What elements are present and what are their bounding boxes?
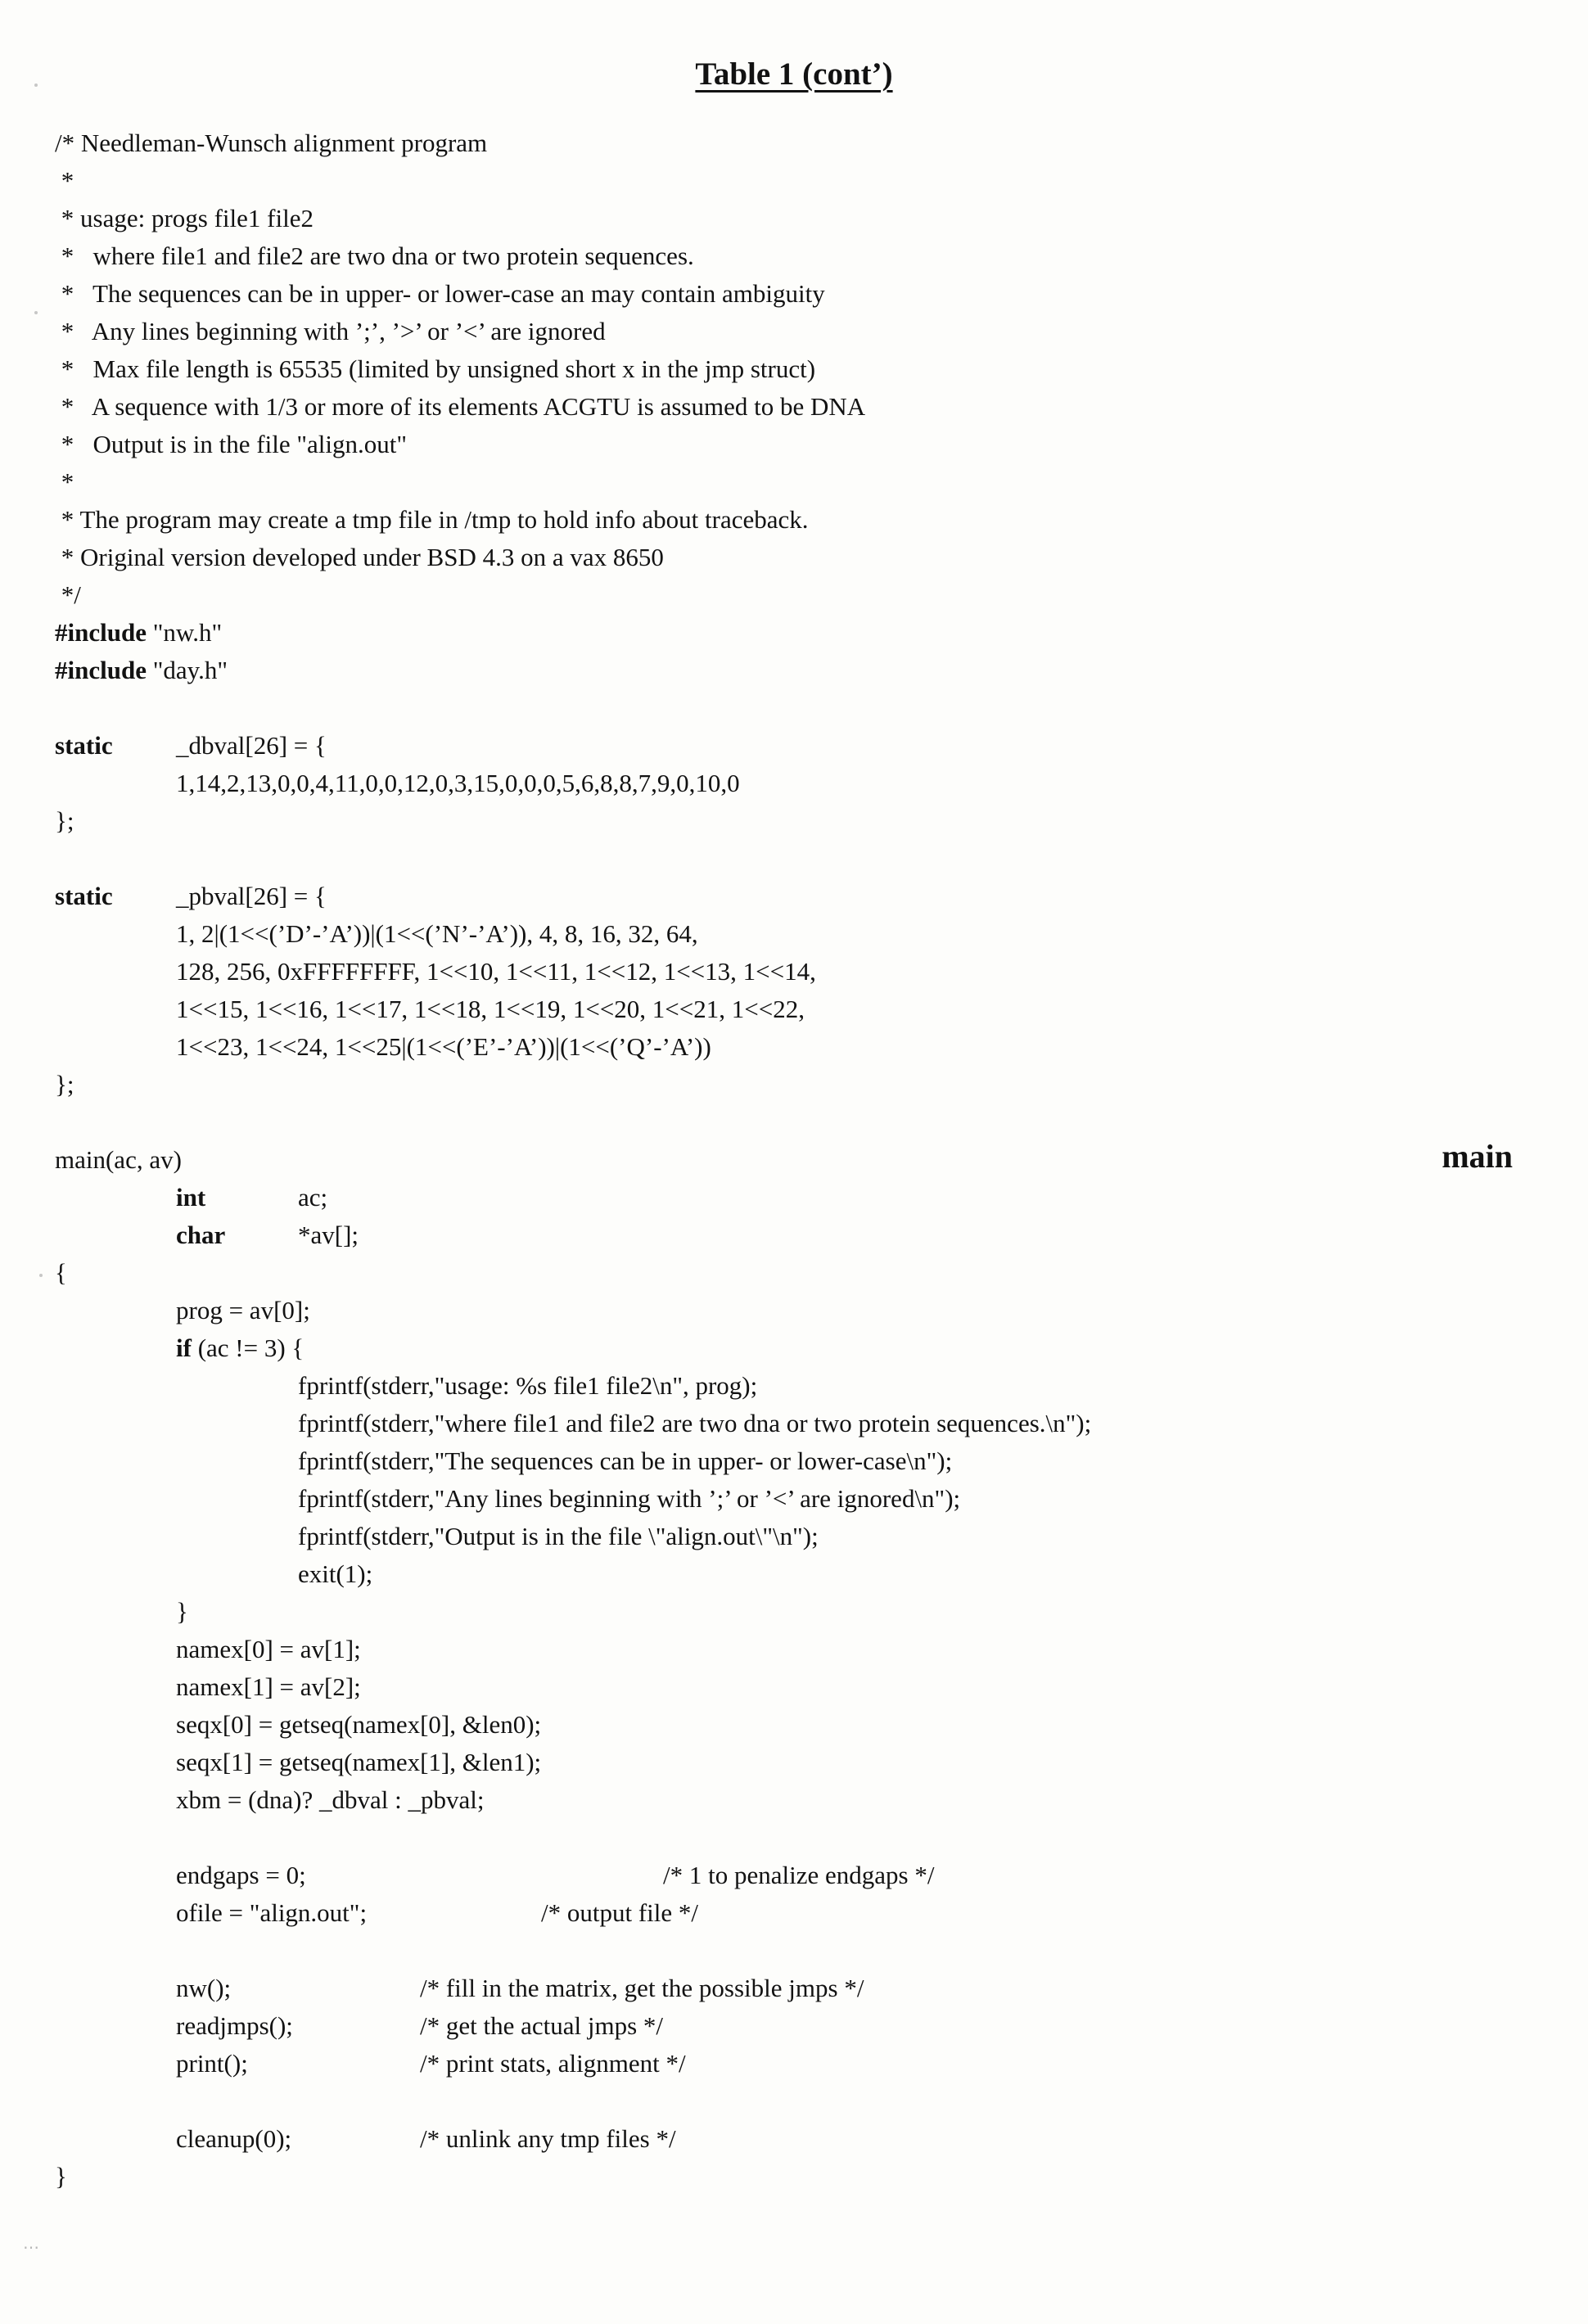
code-line bbox=[55, 878, 1529, 915]
code-text: * bbox=[55, 166, 74, 195]
code-text: * usage: progs file1 file2 bbox=[55, 204, 314, 232]
code-line bbox=[55, 1631, 1529, 1668]
code-line bbox=[55, 237, 1529, 275]
code-line bbox=[55, 915, 1529, 953]
blank-line bbox=[55, 1932, 1529, 1970]
code-line bbox=[55, 350, 1529, 388]
code-text: main(ac, av) bbox=[55, 1145, 182, 1174]
code-block bbox=[55, 124, 1529, 2195]
code-line bbox=[55, 1216, 1529, 1254]
code-line bbox=[55, 1138, 1529, 1179]
code-line bbox=[55, 1555, 1529, 1593]
scan-artifact bbox=[34, 311, 38, 314]
code-line bbox=[55, 765, 1529, 802]
code-text: /* get the actual jmps */ bbox=[420, 2011, 664, 2040]
code-text: namex[0] = av[1]; bbox=[176, 1635, 361, 1663]
code-text: */ bbox=[55, 580, 81, 609]
code-line bbox=[55, 124, 1529, 162]
code-line bbox=[55, 1329, 1529, 1367]
code-text: * bbox=[55, 467, 74, 496]
code-text: prog = av[0]; bbox=[176, 1296, 310, 1324]
code-line bbox=[55, 1744, 1529, 1781]
code-text: (ac != 3) { bbox=[191, 1333, 305, 1362]
code-text: /* fill in the matrix, get the possible jmps */ bbox=[420, 1974, 864, 2002]
code-text: }; bbox=[55, 806, 74, 835]
code-line bbox=[55, 1367, 1529, 1405]
code-line bbox=[55, 652, 1529, 689]
code-text: _dbval[26] = { bbox=[176, 731, 327, 760]
code-text: * The sequences can be in upper- or lower-case an may contain ambiguity bbox=[55, 279, 825, 308]
code-text: * The program may create a tmp file in /tmp to hold info about traceback. bbox=[55, 505, 809, 534]
code-line bbox=[55, 1706, 1529, 1744]
code-keyword: int bbox=[176, 1183, 206, 1212]
code-keyword: char bbox=[176, 1221, 226, 1249]
scan-artifact bbox=[39, 1274, 43, 1277]
code-text: 1<<23, 1<<24, 1<<25|(1<<(’E’-’A’))|(1<<(’Q’-’A’)) bbox=[176, 1032, 711, 1061]
code-text: exit(1); bbox=[298, 1559, 373, 1588]
code-line bbox=[55, 2007, 1529, 2045]
scan-artifact bbox=[34, 83, 38, 87]
blank-line bbox=[55, 689, 1529, 727]
code-text: ac; bbox=[298, 1183, 328, 1212]
code-text: ofile = "align.out"; bbox=[176, 1898, 368, 1927]
code-text: namex[1] = av[2]; bbox=[176, 1672, 361, 1701]
margin-function-label: main bbox=[1441, 1138, 1513, 1175]
code-text: * Max file length is 65535 (limited by unsigned short x in the jmp struct) bbox=[55, 354, 816, 383]
code-line bbox=[55, 1066, 1529, 1103]
code-line bbox=[55, 388, 1529, 426]
code-line bbox=[55, 463, 1529, 501]
code-text: * Any lines beginning with ’;’, ’>’ or ’<’ are ignored bbox=[55, 317, 606, 345]
code-text: "nw.h" bbox=[146, 618, 223, 647]
page-header bbox=[0, 56, 1588, 93]
code-text: seqx[1] = getseq(namex[1], &len1); bbox=[176, 1748, 542, 1776]
code-text: /* output file */ bbox=[541, 1898, 699, 1927]
code-line bbox=[55, 953, 1529, 991]
code-line bbox=[55, 200, 1529, 237]
code-line bbox=[55, 1442, 1529, 1480]
blank-line bbox=[55, 1819, 1529, 1857]
code-line bbox=[55, 1518, 1529, 1555]
code-text: readjmps(); bbox=[176, 2011, 293, 2040]
code-line bbox=[55, 1857, 1529, 1894]
code-line bbox=[55, 1970, 1529, 2007]
code-line bbox=[55, 275, 1529, 313]
code-text: }; bbox=[55, 1070, 74, 1099]
code-line bbox=[55, 1179, 1529, 1216]
code-line bbox=[55, 313, 1529, 350]
code-line bbox=[55, 426, 1529, 463]
blank-line bbox=[55, 2083, 1529, 2120]
code-line bbox=[55, 576, 1529, 614]
code-text: fprintf(stderr,"The sequences can be in upper- or lower-case\n"); bbox=[298, 1446, 953, 1475]
code-text: 1<<15, 1<<16, 1<<17, 1<<18, 1<<19, 1<<20, 1<<21, 1<<22, bbox=[176, 995, 805, 1023]
code-line bbox=[55, 1668, 1529, 1706]
code-line bbox=[55, 1292, 1529, 1329]
code-text: 128, 256, 0xFFFFFFFF, 1<<10, 1<<11, 1<<12, 1<<13, 1<<14, bbox=[176, 957, 816, 986]
code-text: * A sequence with 1/3 or more of its elements ACGTU is assumed to be DNA bbox=[55, 392, 866, 421]
code-keyword: #include bbox=[55, 618, 147, 647]
page-title: Table 1 (cont’) bbox=[695, 56, 893, 92]
code-line bbox=[55, 991, 1529, 1028]
code-line bbox=[55, 727, 1529, 765]
code-line bbox=[55, 1781, 1529, 1819]
code-keyword: static bbox=[55, 882, 113, 910]
code-keyword: #include bbox=[55, 656, 147, 684]
code-text: } bbox=[55, 2162, 67, 2191]
code-line bbox=[55, 2045, 1529, 2083]
code-line bbox=[55, 162, 1529, 200]
code-keyword: if bbox=[176, 1333, 192, 1362]
code-line bbox=[55, 1254, 1529, 1292]
code-text: seqx[0] = getseq(namex[0], &len0); bbox=[176, 1710, 542, 1739]
code-text: /* unlink any tmp files */ bbox=[420, 2124, 676, 2153]
code-line bbox=[55, 539, 1529, 576]
code-line bbox=[55, 1405, 1529, 1442]
code-text: "day.h" bbox=[146, 656, 228, 684]
code-text: * where file1 and file2 are two dna or two protein sequences. bbox=[55, 241, 694, 270]
code-line bbox=[55, 1593, 1529, 1631]
scan-artifact: ⋯ bbox=[23, 2239, 39, 2257]
code-line bbox=[55, 1894, 1529, 1932]
code-text: fprintf(stderr,"Output is in the file \"align.out\"\n"); bbox=[298, 1522, 819, 1550]
code-text: /* Needleman-Wunsch alignment program bbox=[55, 129, 488, 157]
code-text: fprintf(stderr,"where file1 and file2 are two dna or two protein sequences.\n"); bbox=[298, 1409, 1092, 1437]
code-text: * Output is in the file "align.out" bbox=[55, 430, 407, 458]
code-text: /* 1 to penalize endgaps */ bbox=[663, 1861, 935, 1889]
code-line bbox=[55, 1480, 1529, 1518]
code-text: print(); bbox=[176, 2049, 248, 2078]
code-text: cleanup(0); bbox=[176, 2124, 292, 2153]
code-text: nw(); bbox=[176, 1974, 232, 2002]
code-text: } bbox=[176, 1597, 188, 1626]
code-text: 1,14,2,13,0,0,4,11,0,0,12,0,3,15,0,0,0,5,6,8,8,7,9,0,10,0 bbox=[176, 769, 740, 797]
code-text: * Original version developed under BSD 4.3 on a vax 8650 bbox=[55, 543, 664, 571]
code-keyword: static bbox=[55, 731, 113, 760]
blank-line bbox=[55, 1103, 1529, 1141]
code-line bbox=[55, 501, 1529, 539]
code-line bbox=[55, 2158, 1529, 2195]
code-text: fprintf(stderr,"Any lines beginning with ’;’ or ’<’ are ignored\n"); bbox=[298, 1484, 961, 1513]
code-text: _pbval[26] = { bbox=[176, 882, 327, 910]
code-line bbox=[55, 1028, 1529, 1066]
code-text: /* print stats, alignment */ bbox=[420, 2049, 686, 2078]
code-text: fprintf(stderr,"usage: %s file1 file2\n", prog); bbox=[298, 1371, 758, 1400]
code-line bbox=[55, 614, 1529, 652]
code-line bbox=[55, 2120, 1529, 2158]
blank-line bbox=[55, 840, 1529, 878]
code-text: 1, 2|(1<<(’D’-’A’))|(1<<(’N’-’A’)), 4, 8, 16, 32, 64, bbox=[176, 919, 698, 948]
code-text: *av[]; bbox=[298, 1221, 359, 1249]
code-text: { bbox=[55, 1258, 67, 1287]
code-line bbox=[55, 802, 1529, 840]
code-text: xbm = (dna)? _dbval : _pbval; bbox=[176, 1785, 485, 1814]
code-text: endgaps = 0; bbox=[176, 1861, 306, 1889]
